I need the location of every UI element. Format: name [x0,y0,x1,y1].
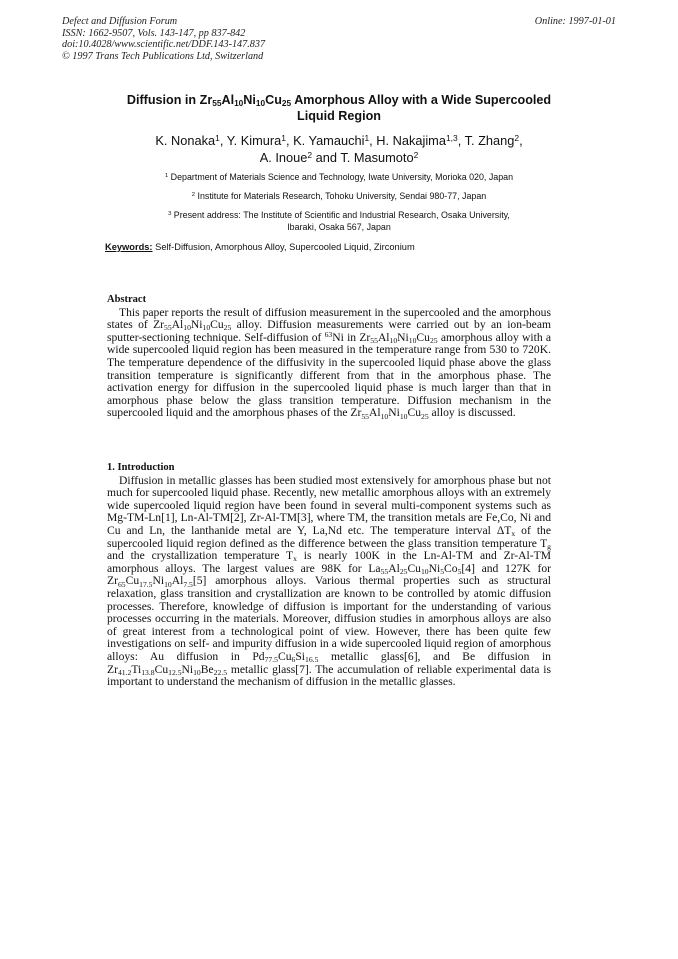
abstract-section [107,294,551,420]
keywords-line [105,241,585,253]
paper-title [60,93,618,124]
introduction-paragraph: Diffusion in metallic glasses has been studied most extensively for amorphous phase but not much for supercooled liquid phase. Recently, new metallic amorphous alloys with an extremely wide supercooled liquid region have been found in several multi-component systems such as Mg-TM-Ln[1], Ln-Al-TM[2], Zr-Al-TM[3], where TM, the transition metals are Fe,Co, Ni and Cu and Ln, the lanthanide metal are Y, La,Nd etc. The temperature interval $\Delta T_x$ of the supercooled liquid region defined as the difference between the glass transition temperature $T_g$ and the crystallization temperature $T_x$ is nearly 100K in the Ln-Al-TM and Zr-Al-TM amorphous alloys. The largest values are 98K for $La_{55}Al_{25}Cu_{10}Ni_5Co_5[4]$ and 127K for $Zr_{65}Cu_{17.5}Ni_{10}Al_{7.5}[5]$ amorphous alloys. Various thermal properties such as structural relaxation, glass transition and crystallization are known to be controlled by atomic diffusion processes. Therefore, knowledge of diffusion is important for the understanding of various processes occurring in the materials. Moreover, diffusion studies in amorphous alloys are also of great interest from a technological point of view. However, there has been quite few investigations on self- and impurity diffusion in a wide supercooled liquid region of amorphous alloys: Au diffusion in $Pd_{77.5}Cu_6Si_{16.5}$ metallic glass[6], and Be diffusion in $Zr_{41.2}Ti_{13.8}Cu_{12.5}Ni_{10}Be_{22.5}$ metallic glass[7]. The accumulation of reliable experimental data is important to understand the mechanism of diffusion in the metallic glasses. [107,473,552,689]
author-list: K. Nonaka$^1$, Y. Kimura$^1$, K. Yamauchi$^1$, H. Nakajima$^{1,3}$, T. Zhang$^2$, A. Inoue$^2$ and T. Masumoto$^2$ [155,133,523,165]
journal-header [62,16,265,62]
keywords-label: Keywords: [105,242,153,252]
journal-name: Defect and Diffusion Forum [62,16,178,27]
title-line-1: Diffusion in $Zr_{55}Al_{10}Ni_{10}Cu_{25}$ Amorphous Alloy with a Wide Supercooled [126,93,552,109]
copyright-line: © 1997 Trans Tech Publications Ltd, Switzerland [62,50,264,62]
affiliation-2: $^2$ Institute for Materials Research, Tohoku University, Sendai 980-77, Japan [191,191,487,201]
abstract-heading: Abstract [107,294,147,305]
doi-line: doi:10.4028/www.scientific.net/DDF.143-147.837 [62,39,266,50]
affiliation-3: $^3$ Present address: The Institute of Scientific and Industrial Research, Osaka University, Ibaraki, Osaka 567, Japan [168,210,510,232]
introduction-heading: 1. Introduction [107,462,175,473]
abstract-paragraph: This paper reports the result of diffusion measurement in the supercooled and the amorphous states of $Zr_{55}Al_{10}Ni_{10}Cu_{25}$ alloy. Diffusion measurements were carried out by an ion-beam sputter-sectioning technique. Self-diffusion of $^{63}$Ni in $Zr_{55}Al_{10}Ni_{10}Cu_{25}$ amorphous alloy with a wide supercooled liquid region has been measured in the temperature range from 530 to 720K. The temperature dependence of the diffusivity in the supercooled liquid phase above the glass transition temperature is significantly different from that in the amorphous phase. The activation energy for diffusion in the supercooled liquid phase is much larger than that in amorphous phase below the glass transition temperature. Diffusion mechanism in the supercooled liquid and the amorphous phases of the $Zr_{55}Al_{10}Ni_{10}Cu_{25}$ alloy is discussed. [107,305,551,421]
issn-line: ISSN: 1662-9507, Vols. 143-147, pp 837-842 [62,27,246,39]
online-date: Online: 1997-01-01 [534,16,616,27]
title-line-2: Liquid Region [297,108,381,123]
keywords-text: Self-Diffusion, Amorphous Alloy, Supercooled Liquid, Zirconium [152,242,415,252]
affiliation-1: $^1$ Department of Materials Science and Technology, Iwate University, Morioka 020, Japan [164,172,514,182]
introduction-section [107,462,551,689]
